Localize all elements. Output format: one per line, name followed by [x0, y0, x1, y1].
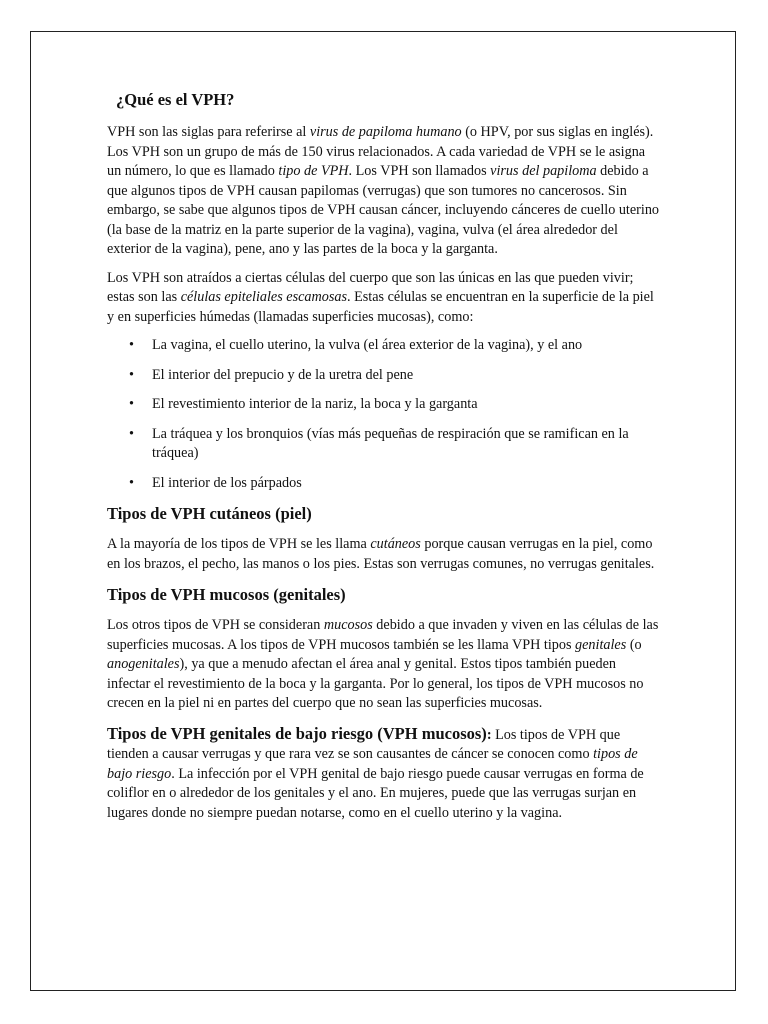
italic-term: células epiteliales escamosas: [180, 289, 347, 305]
document-body: [107, 88, 662, 823]
text-run: (o HPV, por sus siglas en inglés). Los VPH son un grupo de más de 150 virus relacionados. A cada variedad de VPH se le asigna un número, lo que es llamado: [107, 124, 654, 179]
list-item: [129, 366, 662, 386]
italic-term: cutáneos: [370, 536, 421, 552]
inline-heading: Tipos de VPH genitales de bajo riesgo (VPH mucosos): [107, 723, 487, 743]
bullet: •: [129, 396, 134, 412]
section-heading-mucosal: Tipos de VPH mucosos (genitales): [107, 585, 346, 604]
list-item-text: El revestimiento interior de la nariz, la boca y la garganta: [152, 396, 478, 412]
mucosal-paragraph: [107, 616, 662, 714]
text-run: VPH son las siglas para referirse al: [107, 124, 310, 140]
text-run: ), ya que a menudo afectan el área anal y genital. Estos tipos también pueden infectar el revestimiento de la boca y la garganta. Por lo general, los tipos de VPH mucosos no crecen en la piel ni en partes del cuerpo que no sean las superficies mucosas.: [107, 656, 644, 711]
text-run: Los tipos de VPH que tienden a causar verrugas y que rara vez se son causantes de cáncer se conocen como: [107, 726, 621, 762]
text-run: debido a que invaden y viven en las células de las superficies mucosas. A los tipos de VPH mucosos también se les llama VPH tipos: [107, 617, 659, 653]
bullet: •: [129, 337, 134, 353]
text-run: . Los VPH son llamados: [348, 163, 491, 179]
italic-term: genitales: [575, 636, 627, 653]
cells-paragraph: [107, 269, 662, 328]
text-run: . Estas células se encuentran en la superficie de la piel y en superficies húmedas (llamadas superficies mucosas), como:: [107, 289, 654, 325]
italic-term: virus del papiloma: [490, 163, 597, 179]
text-run: Los VPH son atraídos a ciertas células del cuerpo que son las únicas en las que pueden vivir; estas son las: [107, 269, 634, 305]
italic-term: virus de papiloma humano: [309, 124, 462, 140]
bullet: •: [129, 474, 134, 491]
text-run: debido a que algunos tipos de VPH causan papilomas (verrugas) que son tumores no cancerosos. Sin embargo, se sabe que algunos tipos de VPH causan cáncer, incluyendo cánceres de cuello uterino (la base de la matriz en la parte superior de la vagina), vagina, vulva (el área alrededor del exterior de la vagina), pene, ano y las partes de la boca y la garganta.: [107, 163, 660, 257]
text-run: . La infección por el VPH genital de bajo riesgo puede causar verrugas en forma de coliflor en o alrededor de los genitales y el ano. En mujeres, puede que las verrugas surjan en lugares donde no siempre puedan notarse, como en el cuello uterino y la vagina.: [107, 765, 644, 821]
list-item-text: El interior de los párpados: [152, 474, 302, 491]
list-item: [129, 395, 662, 415]
italic-term: mucosos: [323, 617, 373, 633]
inline-heading-colon: :: [486, 726, 492, 743]
italic-term: tipo de VPH: [278, 163, 349, 179]
cutaneous-paragraph: [107, 535, 662, 574]
list-item-text: El interior del prepucio y de la uretra del pene: [152, 366, 414, 383]
text-run: Los otros tipos de VPH se consideran: [107, 617, 324, 633]
list-item: [129, 474, 662, 494]
italic-term: tipos de bajo riesgo: [107, 746, 638, 782]
bullet: •: [129, 366, 134, 383]
italic-term: anogenitales: [107, 656, 180, 672]
body-areas-list: [107, 336, 662, 493]
page-title: ¿Qué es el VPH?: [116, 90, 235, 109]
text-run: (o: [626, 636, 642, 653]
intro-paragraph: [107, 123, 662, 260]
text-run: porque causan verrugas en la piel, como en los brazos, el pecho, las manos o los pies. Estas son verrugas comunes, no verrugas genitales.: [107, 536, 655, 572]
list-item-text: La vagina, el cuello uterino, la vulva (el área exterior de la vagina), y el ano: [152, 337, 583, 353]
document-page: [30, 31, 736, 991]
bullet: •: [129, 425, 134, 442]
list-item: [129, 336, 662, 356]
text-run: A la mayoría de los tipos de VPH se les llama: [107, 536, 371, 552]
section-heading-cutaneous: Tipos de VPH cutáneos (piel): [107, 504, 312, 523]
list-item-text: La tráquea y los bronquios (vías más pequeñas de respiración que se ramifican en la tráquea): [152, 425, 629, 461]
list-item: [129, 425, 662, 464]
low-risk-paragraph: [107, 724, 662, 824]
